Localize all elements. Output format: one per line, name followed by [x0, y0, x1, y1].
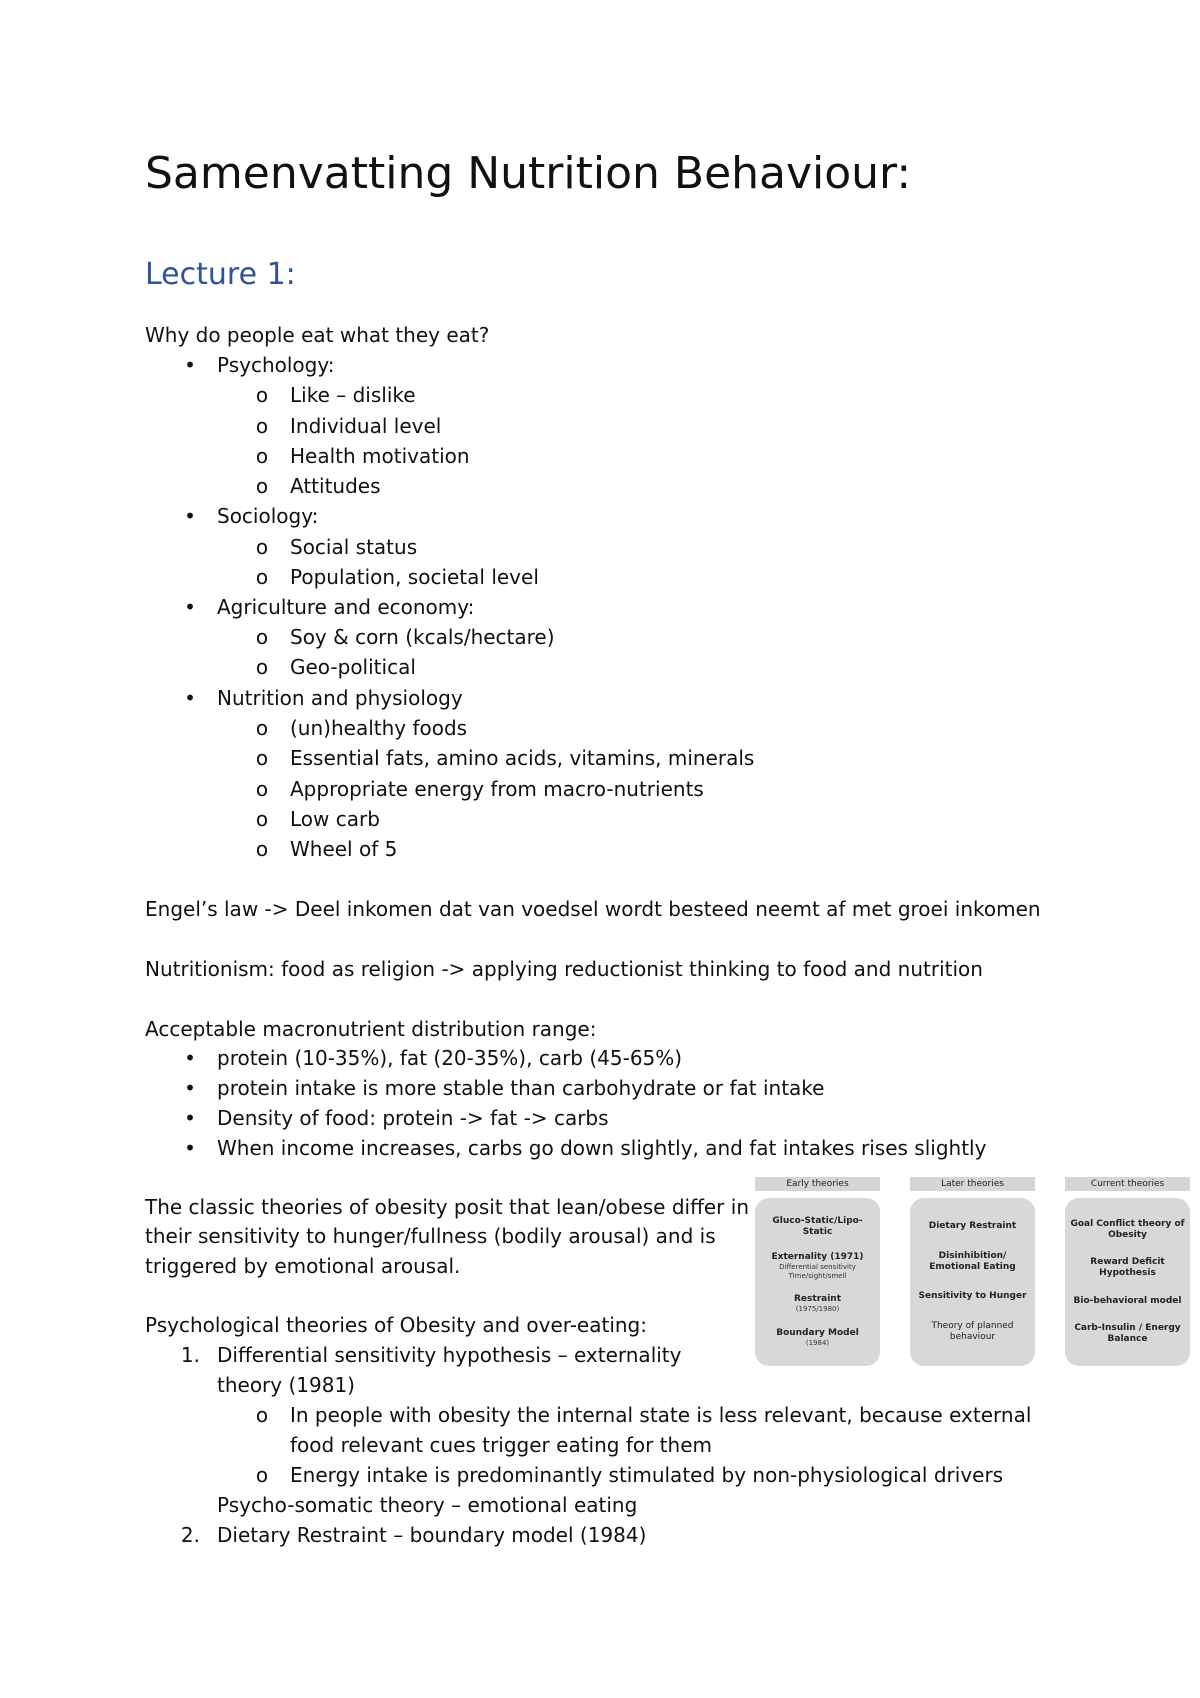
bullet-circle: o	[255, 777, 269, 801]
list-item: Health motivation	[290, 444, 470, 468]
figure-item-name: Externality (1971)	[771, 1251, 864, 1262]
list-item: Attitudes	[290, 474, 381, 498]
theories-figure	[755, 1177, 1195, 1377]
figure-item	[794, 1294, 841, 1314]
figure-item-sub: (1984)	[805, 1339, 830, 1348]
theory-sub-item: Energy intake is predominantly stimulated by non-physiological drivers	[290, 1463, 1004, 1487]
figure-item-name: Restraint	[794, 1294, 841, 1305]
bullet-circle: o	[255, 655, 269, 679]
list-number: 1.	[180, 1343, 200, 1367]
figure-item: Theory of planned behaviour	[931, 1321, 1014, 1343]
figure-item: Disinhibition/ Emotional Eating	[929, 1250, 1016, 1272]
list-item: Soy & corn (kcals/hectare)	[290, 625, 555, 649]
engels-law-text: Engel’s law -> Deel inkomen dat van voedsel wordt besteed neemt af met groei inkomen	[145, 897, 1041, 921]
figure-item	[776, 1328, 859, 1348]
theory-sub-item-cont: food relevant cues trigger eating for them	[290, 1433, 712, 1457]
theory-item: Dietary Restraint – boundary model (1984)	[217, 1523, 647, 1547]
figure-column-box	[1065, 1198, 1190, 1366]
amdr-heading: Acceptable macronutrient distribution range:	[145, 1017, 597, 1041]
figure-column-header: Early theories	[755, 1177, 880, 1191]
bullet-circle: o	[255, 414, 269, 438]
theory-sub-item: In people with obesity the internal state is less relevant, because external	[290, 1403, 1032, 1427]
classic-theories-line: The classic theories of obesity posit that lean/obese differ in	[145, 1195, 749, 1219]
list-item: Individual level	[290, 414, 442, 438]
figure-item-sub: Differential sensitivity Time/sight/smell	[779, 1262, 856, 1280]
theory-item-cont: theory (1981)	[217, 1373, 355, 1397]
figure-item: Sensitivity to Hunger	[918, 1291, 1027, 1302]
document-title: Samenvatting Nutrition Behaviour:	[145, 148, 912, 199]
figure-item	[759, 1252, 876, 1281]
psych-theories-heading: Psychological theories of Obesity and over-eating:	[145, 1313, 647, 1337]
figure-item-name: Gluco-Static/Lipo-Static	[772, 1215, 863, 1237]
category-label: Sociology:	[217, 504, 319, 528]
bullet-dot: •	[184, 1106, 196, 1130]
list-item: (un)healthy foods	[290, 716, 468, 740]
figure-item-sub: (1975/1980)	[795, 1305, 840, 1314]
bullet-dot: •	[184, 1136, 196, 1160]
figure-column-box	[910, 1198, 1035, 1366]
figure-item	[759, 1216, 876, 1238]
nutritionism-text: Nutritionism: food as religion -> applying reductionist thinking to food and nutrition	[145, 957, 983, 981]
list-item: Like – dislike	[290, 383, 416, 407]
figure-column-header: Later theories	[910, 1177, 1035, 1191]
figure-item: Bio-behavioral model	[1073, 1295, 1182, 1306]
bullet-circle: o	[255, 1463, 269, 1487]
bullet-dot: •	[184, 504, 196, 528]
bullet-dot: •	[184, 686, 196, 710]
amdr-item: When income increases, carbs go down slightly, and fat intakes rises slightly	[217, 1136, 987, 1160]
amdr-item: protein (10-35%), fat (20-35%), carb (45-65%)	[217, 1046, 683, 1070]
list-item: Social status	[290, 535, 418, 559]
figure-item: Reward Deficit Hypothesis	[1090, 1257, 1165, 1279]
bullet-dot: •	[184, 1046, 196, 1070]
amdr-item: protein intake is more stable than carbohydrate or fat intake	[217, 1076, 825, 1100]
figure-item-name: Boundary Model	[776, 1328, 859, 1339]
bullet-dot: •	[184, 595, 196, 619]
bullet-circle: o	[255, 807, 269, 831]
bullet-circle: o	[255, 474, 269, 498]
figure-column-box	[755, 1198, 880, 1366]
list-item: Appropriate energy from macro-nutrients	[290, 777, 704, 801]
bullet-circle: o	[255, 565, 269, 589]
figure-column-current	[1065, 1177, 1190, 1366]
bullet-circle: o	[255, 383, 269, 407]
list-item: Geo-political	[290, 655, 416, 679]
theory-extra: Psycho-somatic theory – emotional eating	[217, 1493, 638, 1517]
theory-item: Differential sensitivity hypothesis – externality	[217, 1343, 682, 1367]
figure-column-early	[755, 1177, 880, 1366]
list-item: Essential fats, amino acids, vitamins, minerals	[290, 746, 755, 770]
classic-theories-line: triggered by emotional arousal.	[145, 1254, 461, 1278]
figure-item: Carb-Insulin / Energy Balance	[1074, 1323, 1181, 1345]
list-item: Low carb	[290, 807, 380, 831]
bullet-circle: o	[255, 716, 269, 740]
figure-item: Goal Conflict theory of Obesity	[1070, 1218, 1185, 1240]
figure-column-later	[910, 1177, 1035, 1366]
bullet-circle: o	[255, 1403, 269, 1427]
intro-question: Why do people eat what they eat?	[145, 323, 490, 347]
bullet-circle: o	[255, 625, 269, 649]
bullet-dot: •	[184, 353, 196, 377]
lecture-heading: Lecture 1:	[145, 257, 296, 292]
list-item: Population, societal level	[290, 565, 539, 589]
bullet-circle: o	[255, 535, 269, 559]
category-label: Agriculture and economy:	[217, 595, 475, 619]
bullet-circle: o	[255, 444, 269, 468]
list-item: Wheel of 5	[290, 837, 398, 861]
figure-column-header: Current theories	[1065, 1177, 1190, 1191]
bullet-circle: o	[255, 746, 269, 770]
bullet-circle: o	[255, 837, 269, 861]
category-label: Nutrition and physiology	[217, 686, 463, 710]
figure-item: Dietary Restraint	[928, 1220, 1017, 1231]
amdr-item: Density of food: protein -> fat -> carbs	[217, 1106, 609, 1130]
bullet-dot: •	[184, 1076, 196, 1100]
category-label: Psychology:	[217, 353, 335, 377]
list-number: 2.	[180, 1523, 200, 1547]
classic-theories-line: their sensitivity to hunger/fullness (bodily arousal) and is	[145, 1224, 716, 1248]
